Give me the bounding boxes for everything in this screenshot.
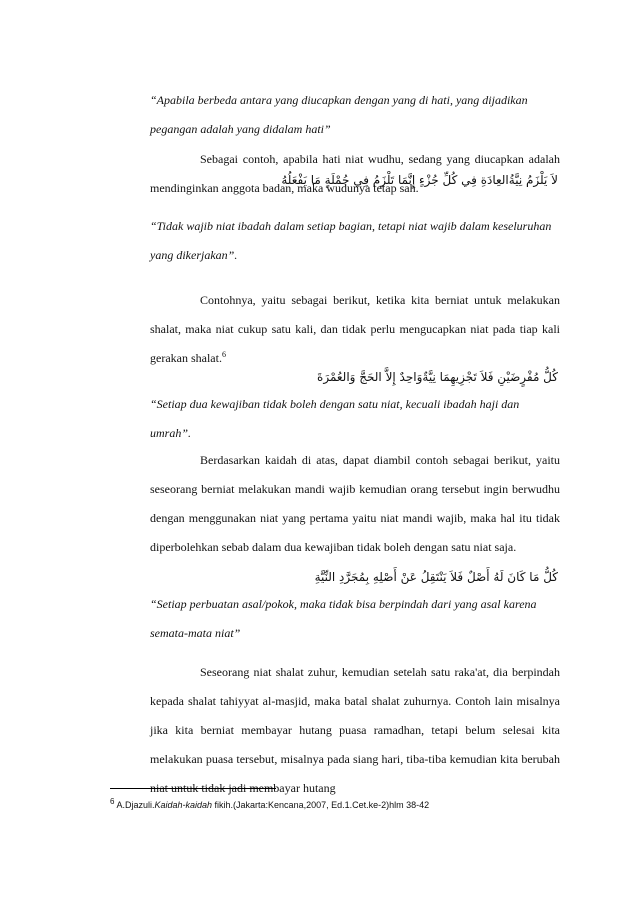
- quote-2: “Tidak wajib niat ibadah dalam setiap bagian, tetapi niat wajib dalam keseluruhan yang dikerjakan”.: [150, 219, 552, 262]
- footnote-number: 6: [110, 797, 115, 806]
- quote-3: “Setiap dua kewajiban tidak boleh dengan satu niat, kecuali ibadah haji dan umrah”.: [150, 397, 520, 440]
- footnote-6: [110, 797, 430, 810]
- paragraph-2: [150, 286, 560, 373]
- footnote-title: Kaidah-kaidah: [154, 800, 213, 810]
- paragraph-4: Seseorang niat shalat zuhur, kemudian setelah satu raka'at, dia berpindah kepada shalat tahiyyat al-masjid, maka batal shalat zuhurnya. Contoh lain misalnya jika kita berniat membayar hutang puasa ramadhan, tetapi belum selesai kita melakukan puasa tersebut, misalnya pada siang hari, tiba-tiba kemudian kita berubah niat untuk tidak jadi membayar hutang: [150, 665, 560, 795]
- footnote-details: fikih.(Jakarta:Kencana,2007, Ed.1.Cet.ke-2)hlm 38-42: [212, 800, 430, 810]
- footnote-ref-6[interactable]: 6: [221, 350, 226, 359]
- footnote-author: A.Djazuli.: [116, 800, 155, 810]
- quote-4: “Setiap perbuatan asal/pokok, maka tidak bisa berpindah dari yang asal karena semata-mata niat”: [150, 597, 537, 640]
- paragraph-3: Berdasarkan kaidah di atas, dapat diambil contoh sebagai berikut, yaitu seseorang berniat melakukan mandi wajib kemudian orang tersebut ingin berwudhu dengan menggunakan niat yang pertama yaitu niat mandi wajib, maka hal itu tidak diperbolehkan sebab dalam dua kewajiban tidak boleh dengan satu niat saja.: [150, 453, 560, 554]
- arabic-rule-2: كُلُّ مُفْرٍضَيْنِ فَلاَ تَجْزِيهِمَا نِيَّةٌوَاحِدٌ إِلاَّ الحَجَّ وَالعُمْرَةَ: [317, 370, 558, 384]
- footnote-divider: [110, 788, 276, 789]
- arabic-rule-1: لاَ يَلْزَمُ نِيَّةُالعِادَةِ فِي كُلِّ جُزْءٍ إِنَّمَا تَلْزَمُ فِي جُمْلَةٍ مَا يَفْعَلُهُ: [281, 173, 558, 187]
- quote-1: “Apabila berbeda antara yang diucapkan dengan yang di hati, yang dijadikan pegangan adalah yang didalam hati”: [150, 93, 528, 136]
- paragraph-2-text: Contohnya, yaitu sebagai berikut, ketika kita berniat untuk melakukan shalat, maka niat cukup satu kali, dan tidak perlu mengucapkan niat pada tiap kali gerakan shalat.: [150, 293, 560, 365]
- arabic-rule-3: كُلُّ مَا كَانَ لَهُ أَصْلٌ فَلاَ يَنْتَقِلُ عَنْ أَصْلِهِ بِمُجَرَّدِ النِّيَّةِ: [314, 570, 558, 584]
- paragraph-1: Sebagai contoh, apabila hati niat wudhu, sedang yang diucapkan adalah mendinginkan anggota badan, maka wudunya tetap sah.: [150, 152, 560, 195]
